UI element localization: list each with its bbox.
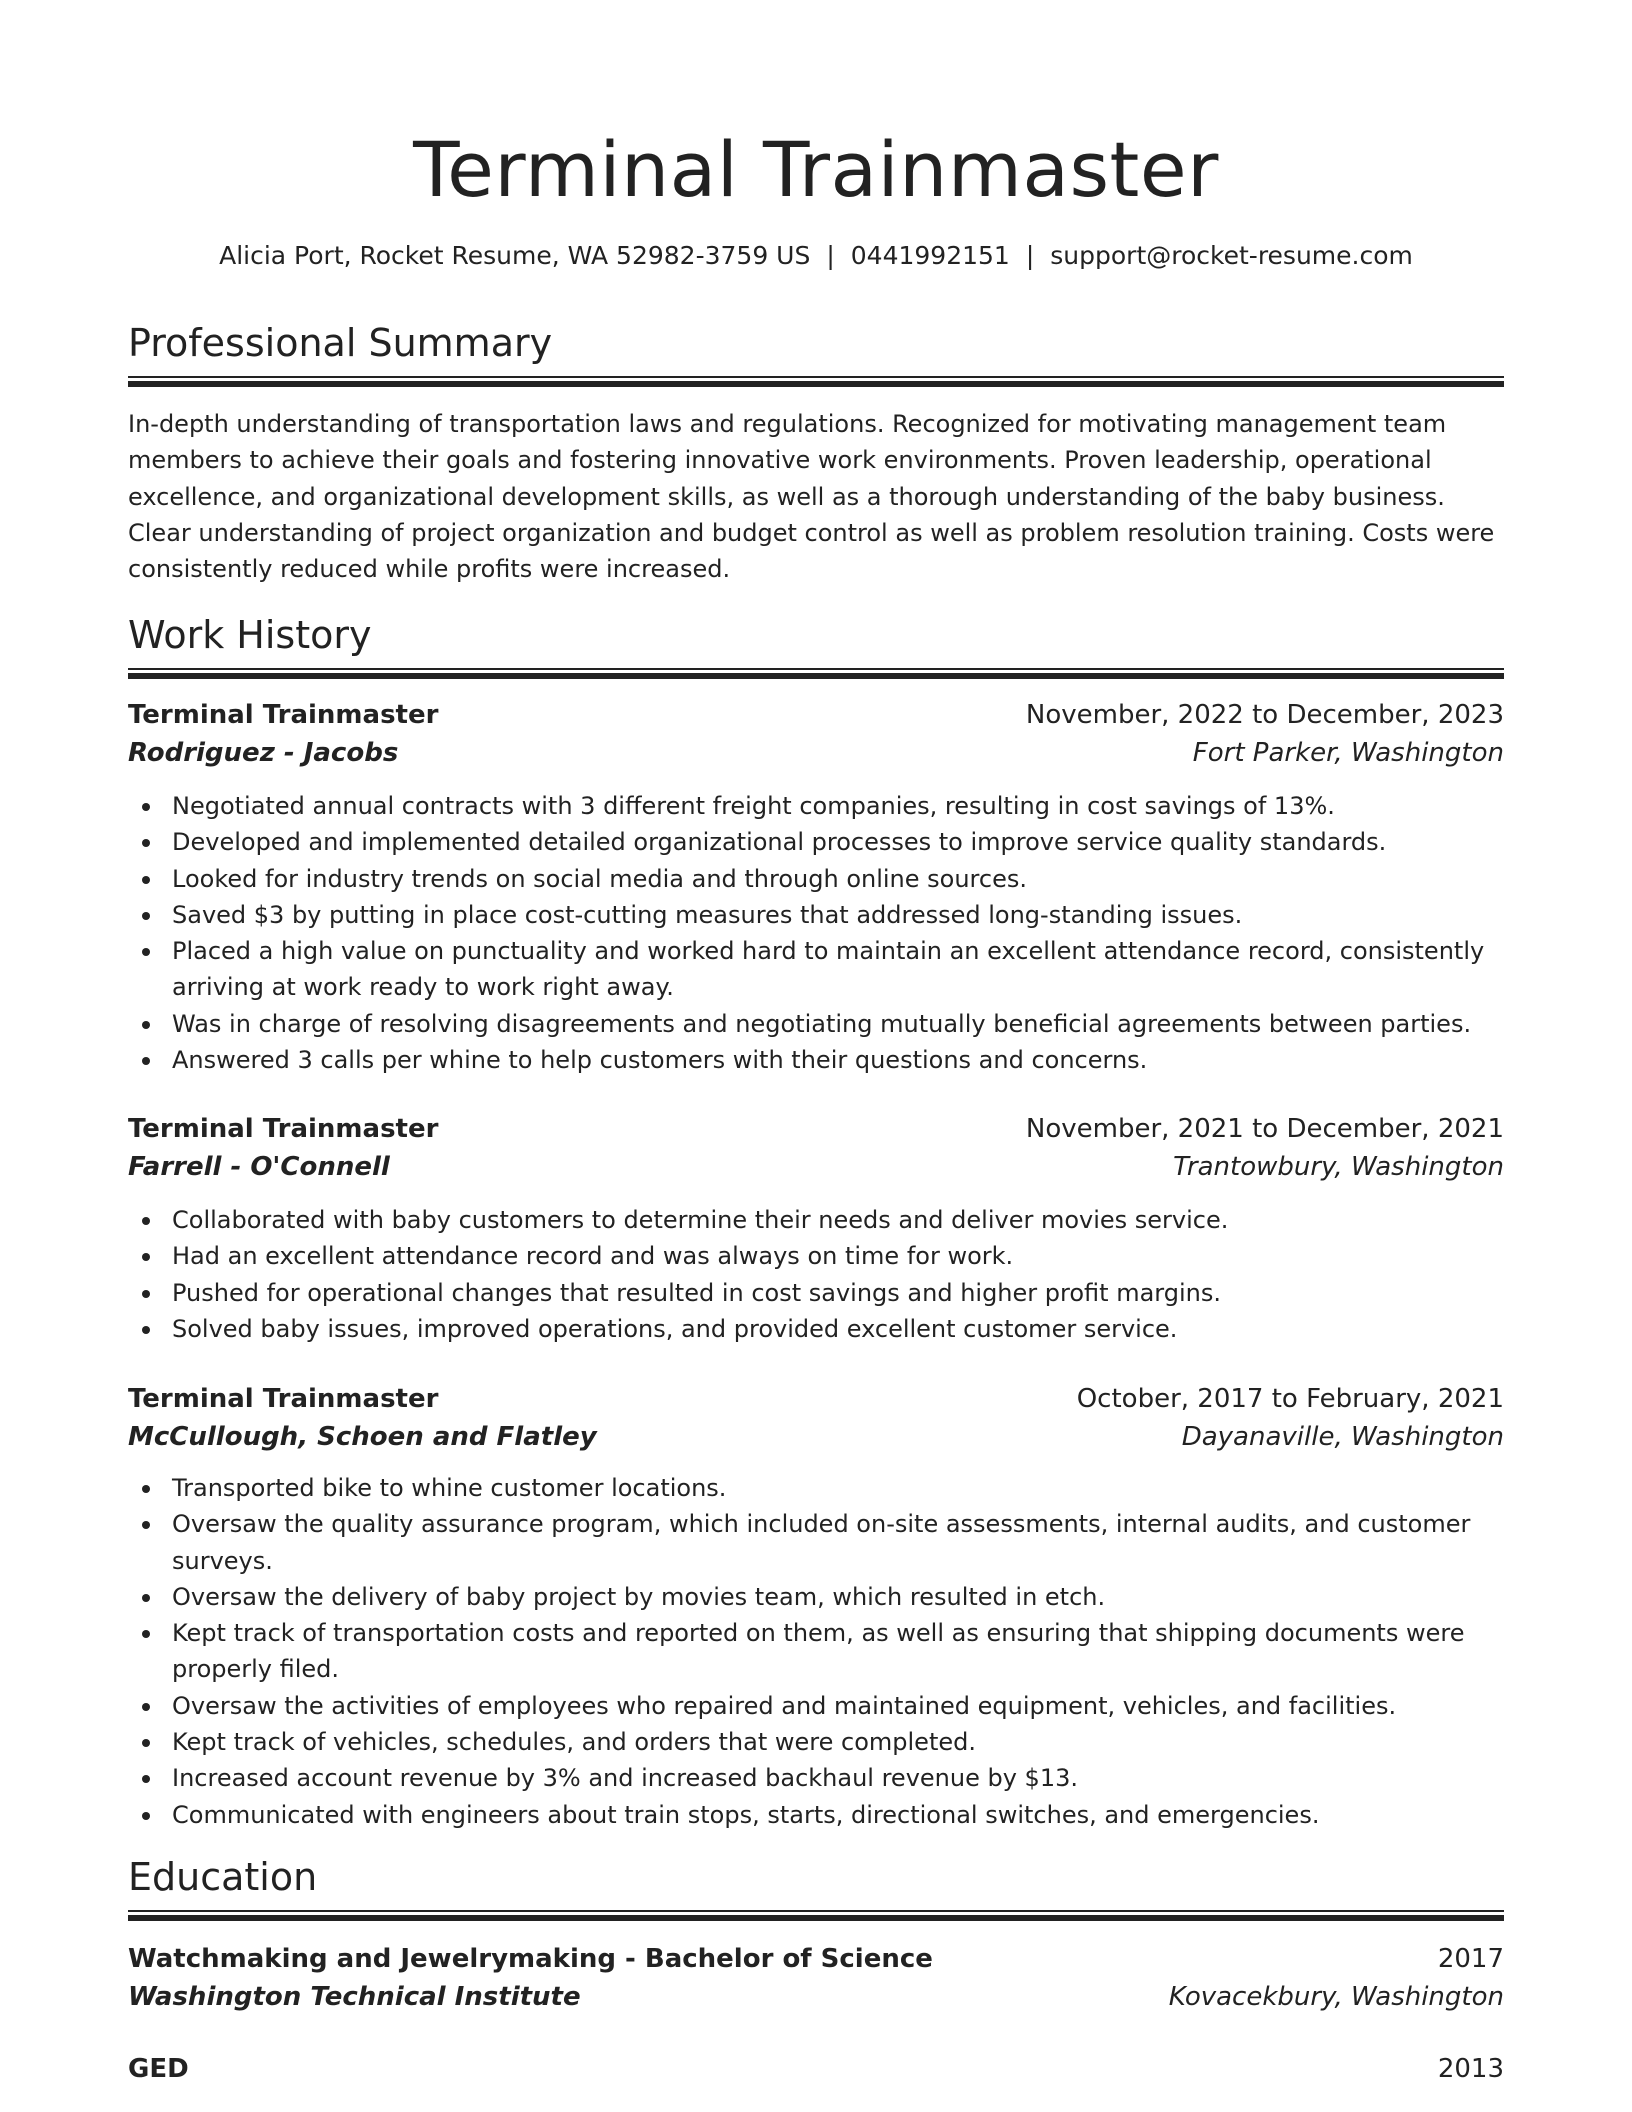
list-item: Oversaw the quality assurance program, which included on-site assessments, internal audits, and customer surveys. [128,1506,1504,1579]
job-bullets [128,1202,1504,1347]
job-location: Trantowbury, Washington [1173,1152,1504,1182]
job-location: Dayanaville, Washington [1181,1422,1504,1452]
list-item: Saved $3 by putting in place cost-cutting measures that addressed long-standing issues. [128,897,1504,933]
list-item: Oversaw the delivery of baby project by movies team, which resulted in etch. [128,1579,1504,1615]
job-bullets [128,788,1504,1078]
section-rule [128,1910,1504,1921]
list-item: Had an excellent attendance record and was always on time for work. [128,1238,1504,1274]
job-company: McCullough, Schoen and Flatley [128,1422,597,1452]
job-title: Terminal Trainmaster [128,1384,439,1414]
list-item: Collaborated with baby customers to determine their needs and deliver movies service. [128,1202,1504,1238]
list-item: Placed a high value on punctuality and worked hard to maintain an excellent attendance record, consistently arriving at work ready to work right away. [128,933,1504,1006]
candidate-name: Terminal Trainmaster [413,125,1219,214]
list-item: Negotiated annual contracts with 3 different freight companies, resulting in cost savings of 13%. [128,788,1504,824]
section-title-work: Work History [128,613,372,657]
list-item: Looked for industry trends on social media and through online sources. [128,861,1504,897]
contact-line [128,238,1504,274]
contact-email: support@rocket-resume.com [1050,241,1413,270]
job-bullets [128,1470,1504,1833]
job-dates: November, 2022 to December, 2023 [1025,700,1504,730]
section-rule [128,376,1504,387]
contact-separator: | [1025,241,1035,270]
list-item: Oversaw the activities of employees who repaired and maintained equipment, vehicles, and facilities. [128,1688,1504,1724]
contact-phone: 0441992151 [850,241,1010,270]
education-entry [128,2050,1504,2088]
education-year: 2017 [1437,1944,1504,1974]
job-title: Terminal Trainmaster [128,700,439,730]
job-location: Fort Parker, Washington [1192,738,1504,768]
list-item: Pushed for operational changes that resulted in cost savings and higher profit margins. [128,1275,1504,1311]
section-title-education: Education [128,1855,318,1899]
list-item: Communicated with engineers about train stops, starts, directional switches, and emergencies. [128,1797,1504,1833]
job-entry [128,696,1504,1078]
section-rule [128,668,1504,679]
job-dates: November, 2021 to December, 2021 [1025,1114,1504,1144]
job-entry [128,1380,1504,1833]
list-item: Developed and implemented detailed organizational processes to improve service quality standards. [128,824,1504,860]
job-title: Terminal Trainmaster [128,1114,439,1144]
list-item: Increased account revenue by 3% and increased backhaul revenue by $13. [128,1760,1504,1796]
summary-text: In-depth understanding of transportation laws and regulations. Recognized for motivating management team members to achieve their goals and fostering innovative work environments. Proven leadership, operational excellence, and organizational development skills, as well as a thorough understanding of the baby business. Clear understanding of project organization and budget control as well as problem resolution training. Costs were consistently reduced while profits were increased. [128,410,1495,584]
education-entry [128,1940,1504,2016]
job-entry [128,1110,1504,1347]
education-location: Kovacekbury, Washington [1168,1982,1504,2012]
education-school: Washington Technical Institute [128,1982,581,2012]
contact-separator: | [826,241,835,270]
job-dates: October, 2017 to February, 2021 [1076,1384,1504,1414]
list-item: Answered 3 calls per whine to help customers with their questions and concerns. [128,1042,1504,1078]
job-company: Rodriguez - Jacobs [128,738,399,768]
list-item: Kept track of transportation costs and reported on them, as well as ensuring that shipping documents were properly filed. [128,1615,1504,1688]
job-company: Farrell - O'Connell [128,1152,390,1182]
list-item: Transported bike to whine customer locations. [128,1470,1504,1506]
list-item: Solved baby issues, improved operations, and provided excellent customer service. [128,1311,1504,1347]
list-item: Kept track of vehicles, schedules, and orders that were completed. [128,1724,1504,1760]
section-title-summary: Professional Summary [128,321,553,365]
education-degree: Watchmaking and Jewelrymaking - Bachelor of Science [128,1944,933,1974]
list-item: Was in charge of resolving disagreements and negotiating mutually beneficial agreements between parties. [128,1006,1504,1042]
contact-address: Alicia Port, Rocket Resume, WA 52982-3759 US [219,241,811,270]
education-degree: GED [128,2054,189,2084]
education-year: 2013 [1437,2054,1504,2084]
